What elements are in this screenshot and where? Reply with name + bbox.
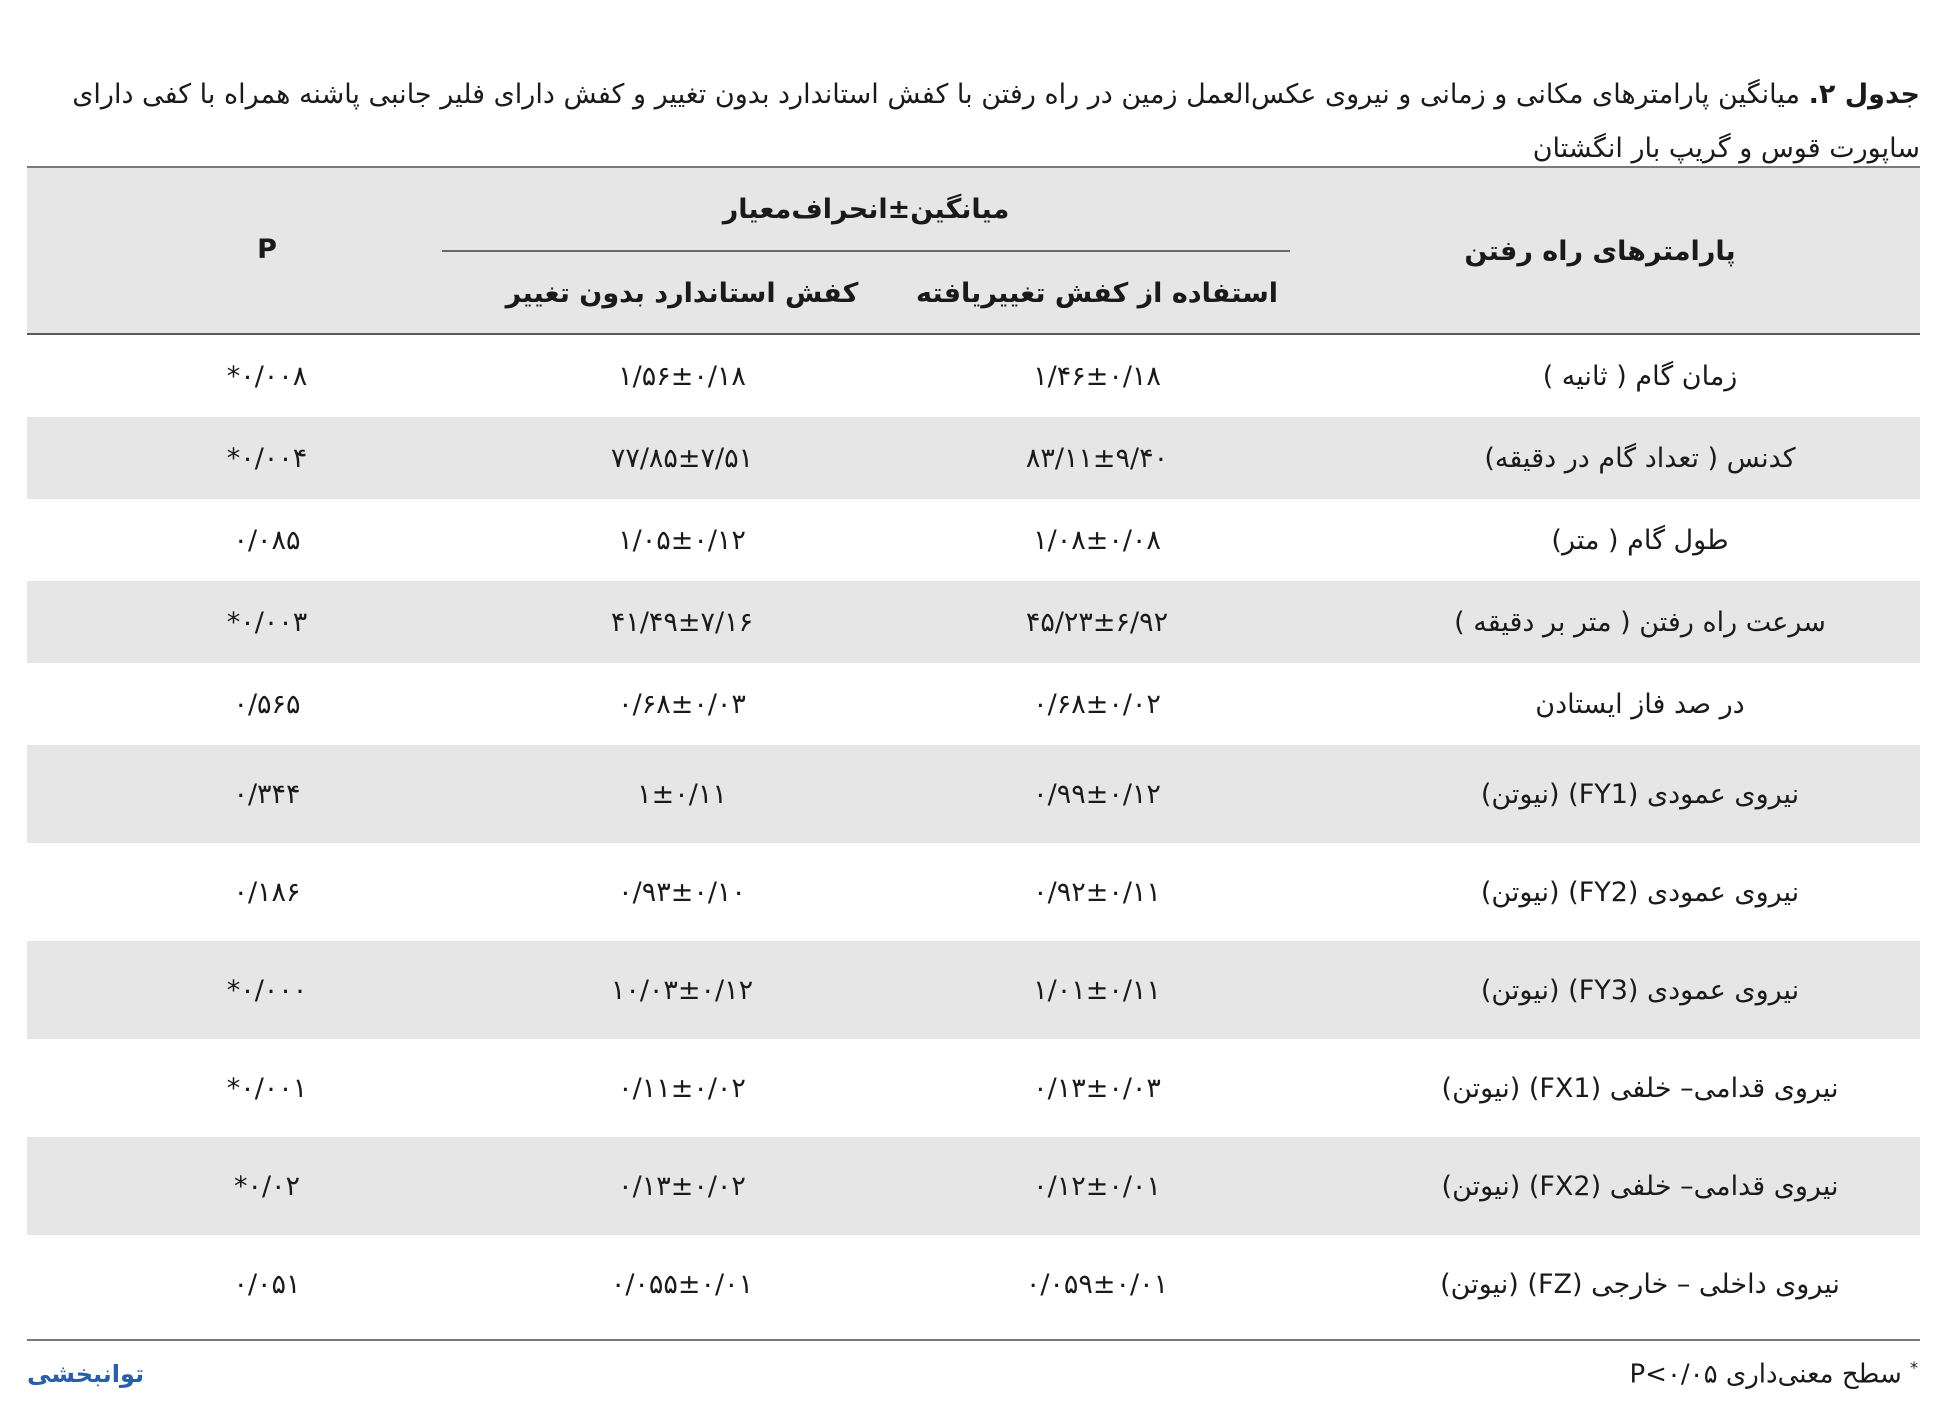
modified-cell: ۸۳/۱۱±۹/۴۰ bbox=[1025, 442, 1169, 474]
p-value-cell: ۰/۱۸۶ bbox=[233, 876, 301, 908]
table-row bbox=[27, 1137, 1920, 1235]
table-row bbox=[27, 335, 1920, 417]
param-cell: طول گام ( متر) bbox=[1551, 524, 1729, 556]
header-standard-shoe: کفش استاندارد بدون تغییر bbox=[505, 278, 859, 309]
standard-cell: ۰/۱۱±۰/۰۲ bbox=[618, 1072, 746, 1104]
modified-cell: ۱/۴۶±۰/۱۸ bbox=[1033, 360, 1161, 392]
table-row bbox=[27, 941, 1920, 1039]
table-caption bbox=[27, 68, 1920, 176]
p-value-cell: ۰/۰۰۴* bbox=[226, 442, 308, 474]
modified-cell: ۰/۹۲±۰/۱۱ bbox=[1033, 876, 1161, 908]
p-value-cell: ۰/۰۰۸* bbox=[226, 360, 308, 392]
caption-text: میانگین پارامترهای مکانی و زمانی و نیروی عکس‌العمل زمین در راه رفتن با کفش استاندارد بدون تغییر و کفش دارای فلیر جانبی پاشنه همراه با کفی دارای ساپورت قوس و گریپ بار انگشتان bbox=[72, 79, 1920, 164]
p-value-cell: ۰/۰۰۱* bbox=[226, 1072, 308, 1104]
p-value-cell: ۰/۳۴۴ bbox=[233, 778, 301, 810]
param-cell: نیروی عمودی (FY3) (نیوتن) bbox=[1480, 974, 1800, 1006]
param-cell: نیروی عمودی (FY2) (نیوتن) bbox=[1480, 876, 1800, 908]
param-cell: سرعت راه رفتن ( متر بر دقیقه ) bbox=[1454, 606, 1826, 638]
param-cell: نیروی قدامی– خلفی (FX1) (نیوتن) bbox=[1441, 1072, 1839, 1104]
p-value-cell: ۰/۰۰۳* bbox=[226, 606, 308, 638]
standard-cell: ۱/۰۵±۰/۱۲ bbox=[618, 524, 746, 556]
modified-cell: ۰/۱۲±۰/۰۱ bbox=[1033, 1170, 1161, 1202]
p-value-cell: ۰/۵۶۵ bbox=[233, 688, 301, 720]
table-bottom-rule bbox=[27, 1339, 1920, 1341]
param-cell: نیروی عمودی (FY1) (نیوتن) bbox=[1480, 778, 1800, 810]
standard-cell: ۰/۶۸±۰/۰۳ bbox=[618, 688, 746, 720]
modified-cell: ۱/۰۱±۰/۱۱ bbox=[1033, 974, 1161, 1006]
p-value-cell: ۰/۰۰۰* bbox=[226, 974, 308, 1006]
param-cell: زمان گام ( ثانیه ) bbox=[1542, 360, 1738, 392]
modified-cell: ۰/۶۸±۰/۰۲ bbox=[1033, 688, 1161, 720]
standard-cell: ۰/۱۳±۰/۰۲ bbox=[618, 1170, 746, 1202]
modified-cell: ۰/۱۳±۰/۰۳ bbox=[1033, 1072, 1161, 1104]
standard-cell: ۰/۹۳±۰/۱۰ bbox=[618, 876, 746, 908]
p-value-cell: ۰/۰۲* bbox=[233, 1170, 301, 1202]
footnote bbox=[1629, 1358, 1918, 1390]
modified-cell: ۰/۹۹±۰/۱۲ bbox=[1033, 778, 1161, 810]
header-p-value: P bbox=[257, 234, 277, 265]
table-row bbox=[27, 1235, 1920, 1333]
table-row bbox=[27, 663, 1920, 745]
table-row bbox=[27, 1039, 1920, 1137]
standard-cell: ۱/۵۶±۰/۱۸ bbox=[618, 360, 746, 392]
modified-cell: ۱/۰۸±۰/۰۸ bbox=[1033, 524, 1161, 556]
p-value-cell: ۰/۰۵۱ bbox=[233, 1268, 301, 1300]
table-row bbox=[27, 499, 1920, 581]
table-row bbox=[27, 417, 1920, 499]
footnote-text: سطح معنی‌داری P<۰/۰۵ bbox=[1629, 1359, 1910, 1390]
header-modified-shoe: استفاده از کفش تغییریافته bbox=[915, 278, 1279, 309]
caption-label: جدول ۲. bbox=[1808, 79, 1920, 110]
brand-logo: توانبخشی bbox=[27, 1360, 145, 1388]
standard-cell: ۷۷/۸۵±۷/۵۱ bbox=[610, 442, 754, 474]
header-mean-sd: میانگین±انحراف‌معیار bbox=[722, 194, 1010, 225]
modified-cell: ۴۵/۲۳±۶/۹۲ bbox=[1025, 606, 1169, 638]
param-cell: نیروی داخلی – خارجی (FZ) (نیوتن) bbox=[1440, 1268, 1840, 1300]
table-row bbox=[27, 843, 1920, 941]
header-group-rule bbox=[442, 250, 1290, 252]
param-cell: در صد فاز ایستادن bbox=[1535, 688, 1745, 720]
table-row bbox=[27, 745, 1920, 843]
p-value-cell: ۰/۰۸۵ bbox=[233, 524, 301, 556]
table-header bbox=[27, 168, 1920, 333]
standard-cell: ۰/۰۵۵±۰/۰۱ bbox=[610, 1268, 754, 1300]
standard-cell: ۱±۰/۱۱ bbox=[637, 778, 727, 810]
param-cell: نیروی قدامی– خلفی (FX2) (نیوتن) bbox=[1441, 1170, 1839, 1202]
footnote-marker: * bbox=[1910, 1358, 1918, 1377]
standard-cell: ۴۱/۴۹±۷/۱۶ bbox=[610, 606, 754, 638]
modified-cell: ۰/۰۵۹±۰/۰۱ bbox=[1025, 1268, 1169, 1300]
header-params: پارامترهای راه رفتن bbox=[1464, 236, 1736, 267]
param-cell: کدنس ( تعداد گام در دقیقه) bbox=[1484, 442, 1796, 474]
standard-cell: ۱۰/۰۳±۰/۱۲ bbox=[610, 974, 754, 1006]
table-row bbox=[27, 581, 1920, 663]
